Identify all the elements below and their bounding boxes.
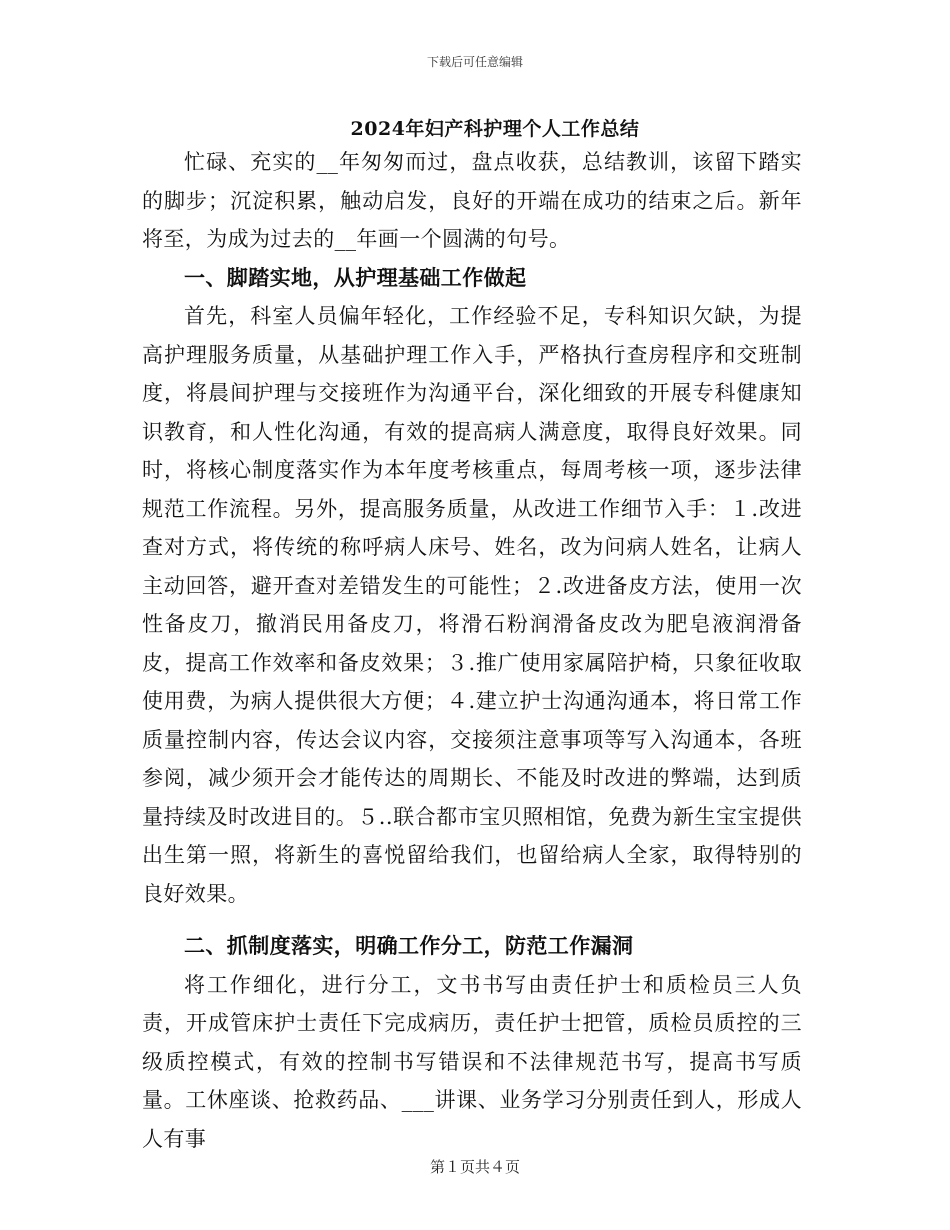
section-1-heading: 一、脚踏实地，从护理基础工作做起	[184, 264, 527, 290]
document-body	[142, 143, 802, 1158]
section-2-heading: 二、抓制度落实，明确工作分工，防范工作漏洞	[184, 933, 634, 958]
document-title: 2024年妇产科护理个人工作总结	[350, 118, 640, 140]
intro-paragraph: 忙碌、充实的__年匆匆而过，盘点收获，总结教训，该留下踏实的脚步；沉淀积累，触动启发，良好的开端在成功的结束之后。新年将至，为成为过去的__年画一个圆满的句号。	[142, 150, 802, 251]
section-2-paragraph: 将工作细化，进行分工，文书书写由责任护士和质检员三人负责，开成管床护士责任下完成病历，责任护士把管，质检员质控的三级质控模式，有效的控制书写错误和不法律规范书写，提高书写质量。工休座谈、抢救药品、___讲课、业务学习分别责任到人，形成人人有事	[142, 972, 802, 1151]
section-1-paragraph: 首先，科室人员偏年轻化，工作经验不足，专科知识欠缺，为提高护理服务质量，从基础护理工作入手，严格执行查房程序和交班制度，将晨间护理与交接班作为沟通平台，深化细致的开展专科健康知识教育，和人性化沟通，有效的提高病人满意度，取得良好效果。同时，将核心制度落实作为本年度考核重点，每周考核一项，逐步法律规范工作流程。另外，提高服务质量，从改进工作细节入手：１.改进查对方式，将传统的称呼病人床号、姓名，改为问病人姓名，让病人主动回答，避开查对差错发生的可能性；２.改进备皮方法，使用一次性备皮刀，撤消民用备皮刀，将滑石粉润滑备皮改为肥皂液润滑备皮，提高工作效率和备皮效果；３.推广使用家属陪护椅，只象征收取使用费，为病人提供很大方便；４.建立护士沟通沟通本，将日常工作质量控制内容，传达会议内容，交接须注意事项等写入沟通本，各班参阅，减少须开会才能传达的周期长、不能及时改进的弊端，达到质量持续及时改进目的。５..联合都市宝贝照相馆，免费为新生宝宝提供出生第一照，将新生的喜悦留给我们，也留给病人全家，取得特别的良好效果。	[142, 304, 802, 906]
page-footer: 第１页共４页	[429, 1158, 520, 1176]
header-note: 下载后可任意编辑	[426, 55, 523, 69]
